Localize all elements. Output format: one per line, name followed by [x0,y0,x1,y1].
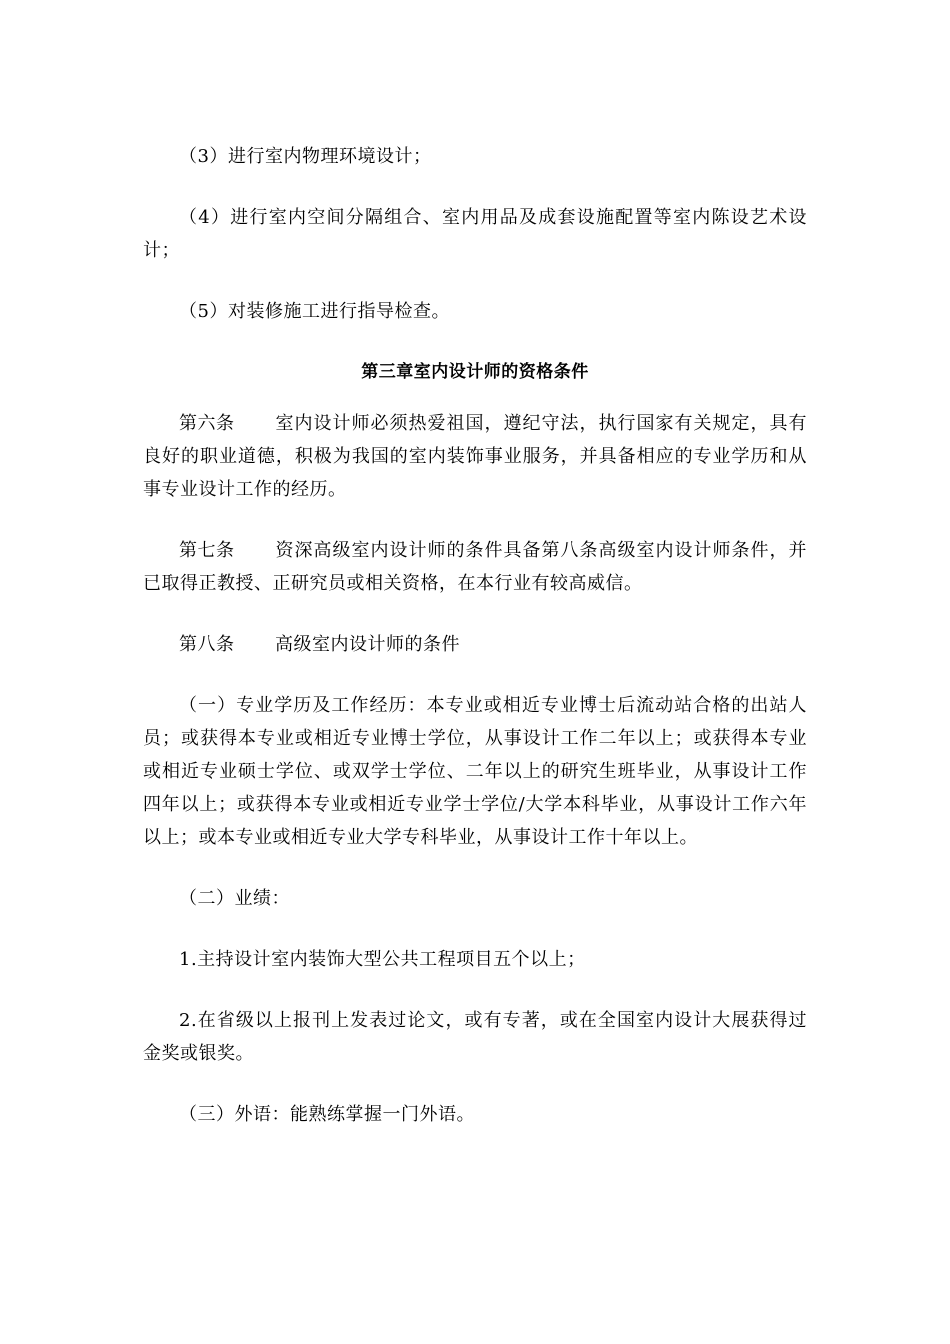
document-body [143,140,807,1159]
chapter-title: 第三章室内设计师的资格条件 [361,362,589,382]
article-6-text: 室内设计师必须热爱祖国，遵纪守法，执行国家有关规定，具有良好的职业道德，积极为我国的室内装饰事业服务，并具备相应的专业学历和从事专业设计工作的经历。 [143,413,807,500]
article-6-label: 第六条 [179,413,235,434]
achievement-point-1: 1.主持设计室内装饰大型公共工程项目五个以上； [179,949,586,970]
article-6 [143,407,807,506]
section-2-achievements: （二）业绩： [179,888,290,909]
list-item-3: （3）进行室内物理环境设计； [179,146,432,167]
article-8-text: 高级室内设计师的条件 [275,634,460,655]
article-7 [143,534,807,600]
section-3-language: （三）外语：能熟练掌握一门外语。 [179,1104,475,1125]
article-7-text: 资深高级室内设计师的条件具备第八条高级室内设计师条件，并已取得正教授、正研究员或相关资格，在本行业有较高威信。 [143,540,807,594]
article-8 [143,628,807,661]
section-1-education: （一）专业学历及工作经历：本专业或相近专业博士后流动站合格的出站人员；或获得本专业或相近专业博士学位，从事设计工作二年以上；或获得本专业或相近专业硕士学位、或双学士学位、二年以上的研究生班毕业，从事设计工作四年以上；或获得本专业或相近专业学士学位/大学本科毕业，从事设计工作六年以上；或本专业或相近专业大学专科毕业，从事设计工作十年以上。 [143,695,807,848]
article-7-label: 第七条 [179,540,235,561]
article-8-label: 第八条 [179,634,235,655]
list-item-5: （5）对装修施工进行指导检查。 [179,301,450,322]
list-item-4: （4）进行室内空间分隔组合、室内用品及成套设施配置等室内陈设艺术设计； [143,207,807,261]
achievement-point-2: 2.在省级以上报刊上发表过论文，或有专著，或在全国室内设计大展获得过金奖或银奖。 [143,1010,807,1064]
